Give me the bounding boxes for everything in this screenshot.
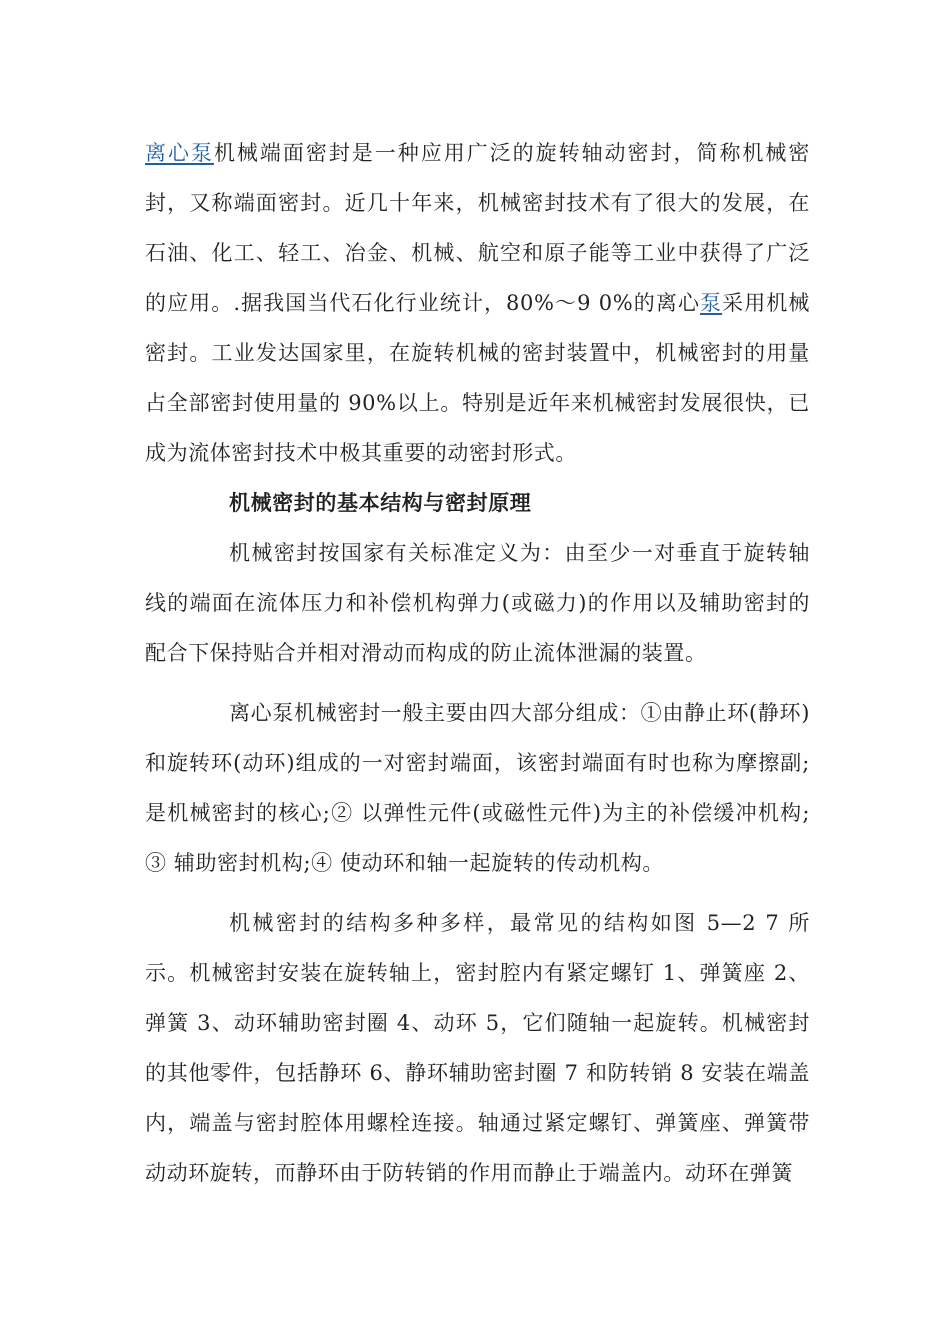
centrifugal-pump-link[interactable]: 离心泵 [145, 141, 214, 165]
intro-text-part1: 机械端面密封是一种应用广泛的旋转轴动密封，简称机械密封，又称端面密封。近几十年来，机械密封技术有了很大的发展，在石油、化工、轻工、冶金、机械、航空和原子能等工业中获得了广泛的应用。.据我国当代石化行业统计，80%～9 0%的离心 [145, 141, 810, 315]
pump-link[interactable]: 泵 [700, 291, 723, 315]
intro-text-part2: 采用机械密封。工业发达国家里，在旋转机械的密封装置中，机械密封的用量占全部密封使用量的 90%以上。特别是近年来机械密封发展很快，已成为流体密封技术中极其重要的动密封形式。 [145, 291, 810, 465]
components-paragraph: 离心泵机械密封一般主要由四大部分组成：①由静止环(静环)和旋转环(动环)组成的一对密封端面，该密封端面有时也称为摩擦副;是机械密封的核心;② 以弹性元件(或磁性元件)为主的补偿缓冲机构;③ 辅助密封机构;④ 使动环和轴一起旋转的传动机构。 [145, 701, 810, 875]
intro-paragraph [145, 128, 810, 478]
document-body [145, 128, 810, 1198]
section-heading: 机械密封的基本结构与密封原理 [229, 490, 532, 515]
definition-paragraph: 机械密封按国家有关标准定义为：由至少一对垂直于旋转轴线的端面在流体压力和补偿机构弹力(或磁力)的作用以及辅助密封的配合下保持贴合并相对滑动而构成的防止流体泄漏的装置。 [145, 541, 810, 665]
structure-paragraph: 机械密封的结构多种多样，最常见的结构如图 5—2 7 所示。机械密封安装在旋转轴上，密封腔内有紧定螺钉 1、弹簧座 2、弹簧 3、动环辅助密封圈 4、动环 5，它们随轴一起旋转。机械密封的其他零件，包括静环 6、静环辅助密封圈 7 和防转销 8 安装在端盖内，端盖与密封腔体用螺栓连接。轴通过紧定螺钉、弹簧座、弹簧带动动环旋转，而静环由于防转销的作用而静止于端盖内。动环在弹簧 [145, 911, 810, 1185]
